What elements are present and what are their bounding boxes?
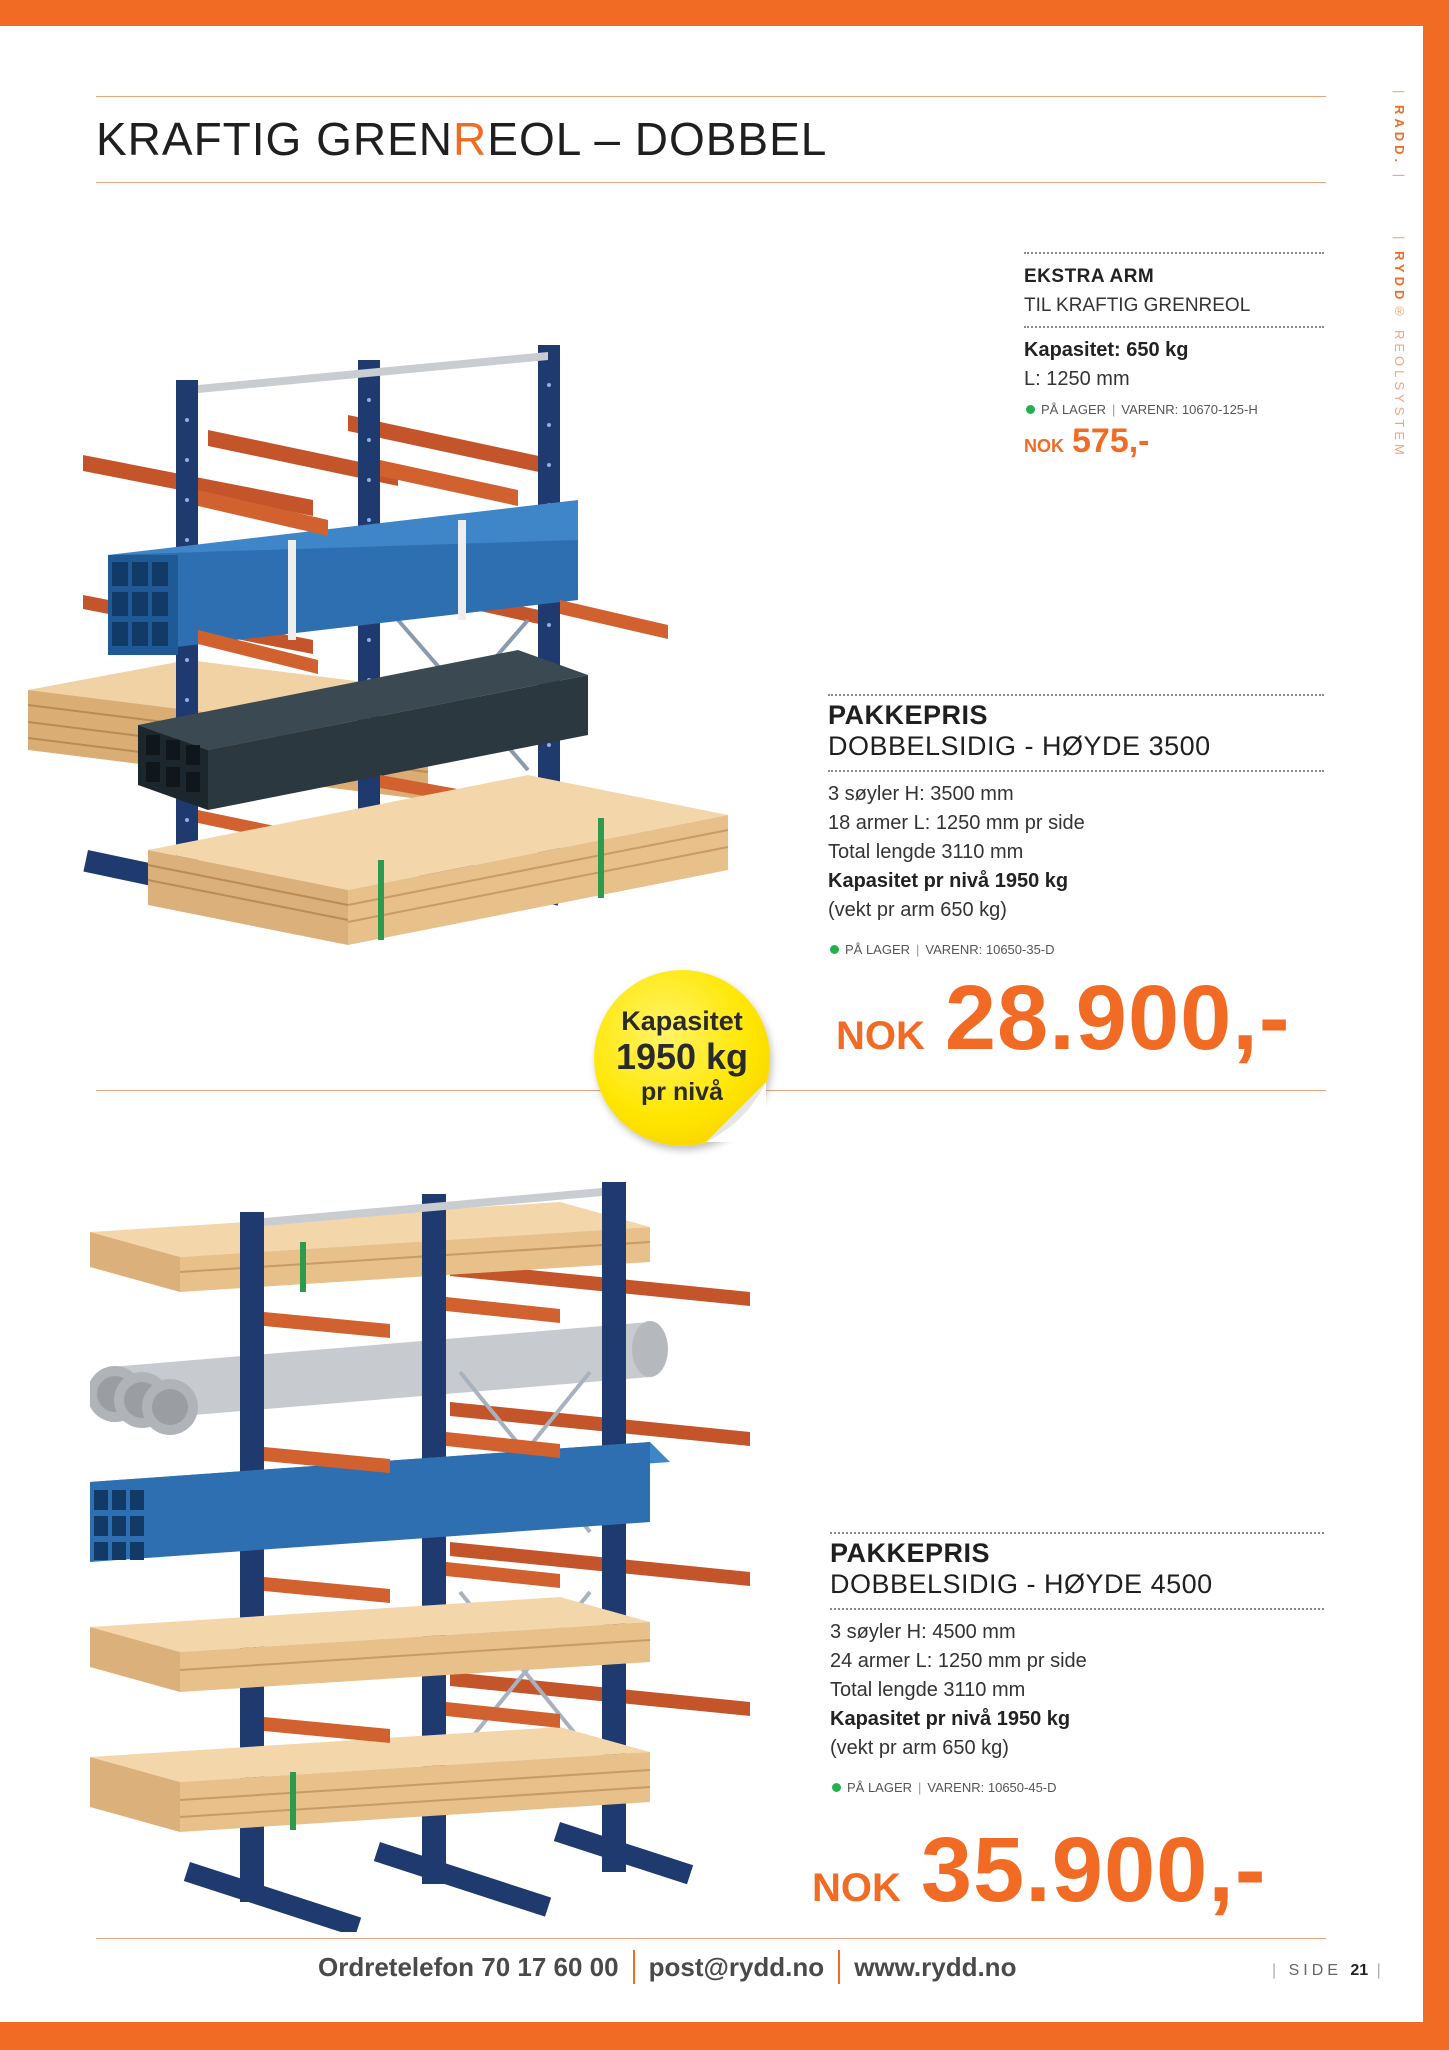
in-stock-dot-icon	[1026, 405, 1035, 414]
package-3500-heading: PAKKEPRIS	[828, 700, 989, 730]
package-4500-rule-mid	[830, 1608, 1324, 1610]
package-4500-spec: 24 armer L: 1250 mm pr side	[830, 1650, 1087, 1672]
footer-email[interactable]: post@rydd.no	[648, 1951, 825, 1982]
extra-arm-price	[1024, 422, 1150, 461]
page-frame-right	[1423, 0, 1449, 2050]
capacity-sticker	[594, 970, 770, 1146]
extra-arm-stock-line	[1026, 402, 1258, 417]
sticker-line1: Kapasitet	[621, 1006, 743, 1036]
extra-arm-length: L: 1250 mm	[1024, 368, 1130, 390]
footer-contact	[318, 1950, 1016, 1984]
package-3500-subheading: DOBBELSIDIG - HØYDE 3500	[828, 731, 1211, 761]
package-4500-amount: 35.900,-	[920, 1819, 1267, 1921]
package-3500-heading-block	[828, 700, 1211, 762]
separator: |	[918, 1780, 922, 1795]
package-4500-sku: VARENR: 10650-45-D	[927, 1780, 1057, 1795]
package-3500-price	[836, 966, 1290, 1071]
page-title: KRAFTIG GRENREOL – DOBBEL	[96, 113, 828, 165]
extra-arm-stock: PÅ LAGER	[1041, 402, 1107, 417]
package-3500-capacity: Kapasitet pr nivå 1950 kg	[828, 870, 1069, 892]
footer-separator	[633, 1950, 635, 1984]
package-3500-sku: VARENR: 10650-35-D	[925, 942, 1055, 957]
package-4500-spec: Total lengde 3110 mm	[830, 1679, 1026, 1701]
package-3500-stock-line	[830, 942, 1055, 957]
package-3500-specs	[828, 780, 1085, 925]
package-4500-arm-weight: (vekt pr arm 650 kg)	[830, 1737, 1009, 1759]
cantilever-rack-3500-image	[28, 330, 748, 980]
extra-arm-name: EKSTRA ARM	[1024, 266, 1155, 287]
package-3500-amount: 28.900,-	[944, 967, 1291, 1069]
package-3500-rule-top	[828, 694, 1324, 696]
extra-arm-rule-top	[1024, 252, 1324, 254]
title-rule-top	[96, 96, 1326, 97]
page-number: | SIDE 21 |	[1272, 1962, 1385, 1979]
package-4500-stock-line	[832, 1780, 1057, 1795]
extra-arm-amount: 575,-	[1072, 422, 1150, 460]
footer-website[interactable]: www.rydd.no	[854, 1951, 1017, 1982]
extra-arm-sku: VARENR: 10670-125-H	[1121, 402, 1258, 417]
plywood-stack-bottom	[90, 1727, 650, 1832]
page-number-value: 21	[1350, 1962, 1369, 1979]
package-3500-currency: NOK	[836, 1014, 925, 1058]
package-4500-heading-block	[830, 1538, 1213, 1600]
extra-arm-info	[1024, 262, 1250, 320]
package-4500-price	[812, 1818, 1266, 1923]
package-4500-spec: 3 søyler H: 4500 mm	[830, 1621, 1016, 1643]
in-stock-dot-icon	[832, 1783, 841, 1792]
extra-arm-rule-mid	[1024, 326, 1324, 328]
page-curl-icon	[706, 1082, 766, 1142]
separator: |	[916, 942, 920, 957]
package-3500-stock: PÅ LAGER	[845, 942, 911, 957]
footer-separator	[838, 1950, 840, 1984]
package-3500-spec: Total lengde 3110 mm	[828, 841, 1024, 863]
footer-rule	[96, 1938, 1326, 1939]
cantilever-rack-4500-image	[90, 1172, 770, 1932]
extra-arm-subtitle: TIL KRAFTIG GRENREOL	[1024, 295, 1251, 316]
title-rule-bottom	[96, 182, 1326, 183]
side-brand-reolsystem: | RYDD® REOLSYSTEM	[1392, 236, 1407, 459]
package-4500-capacity: Kapasitet pr nivå 1950 kg	[830, 1708, 1071, 1730]
package-3500-rule-mid	[828, 770, 1324, 772]
package-4500-currency: NOK	[812, 1866, 901, 1910]
sticker-line3: pr nivå	[641, 1078, 723, 1106]
extra-arm-specs	[1024, 336, 1189, 394]
package-3500-arm-weight: (vekt pr arm 650 kg)	[828, 899, 1007, 921]
plywood-stack-middle	[90, 1597, 650, 1692]
separator: |	[1112, 402, 1116, 417]
package-4500-rule-top	[830, 1532, 1324, 1534]
page-frame-bottom	[0, 2022, 1449, 2050]
extra-arm-capacity: Kapasitet: 650 kg	[1024, 339, 1189, 361]
extra-arm-currency: NOK	[1024, 436, 1064, 456]
side-brand-top: | RADD. |	[1392, 90, 1407, 182]
package-3500-spec: 18 armer L: 1250 mm pr side	[828, 812, 1085, 834]
package-4500-stock: PÅ LAGER	[847, 1780, 913, 1795]
page-frame-top	[0, 0, 1449, 26]
sticker-line2: 1950 kg	[615, 1036, 749, 1077]
page-label: SIDE	[1288, 1962, 1342, 1979]
package-4500-subheading: DOBBELSIDIG - HØYDE 4500	[830, 1569, 1213, 1599]
package-3500-spec: 3 søyler H: 3500 mm	[828, 783, 1014, 805]
package-4500-heading: PAKKEPRIS	[830, 1538, 991, 1568]
in-stock-dot-icon	[830, 945, 839, 954]
footer-phone[interactable]: Ordretelefon 70 17 60 00	[318, 1951, 619, 1982]
package-4500-specs	[830, 1618, 1087, 1763]
